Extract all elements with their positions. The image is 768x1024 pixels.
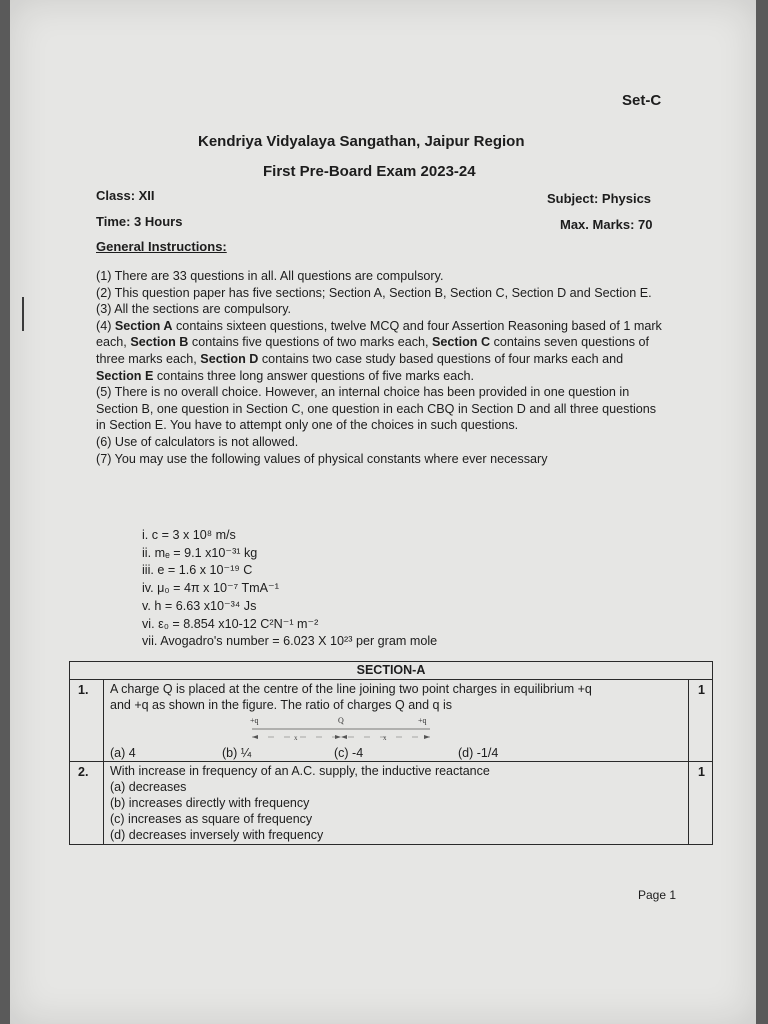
constant-me: ii. mₑ = 9.1 x10⁻³¹ kg	[142, 545, 258, 560]
general-instructions-heading: General Instructions:	[96, 239, 227, 254]
question-marks-1: 1	[698, 683, 705, 697]
option-2a: (a) decreases	[110, 780, 187, 794]
instruction-5: (5) There is no overall choice. However, an internal choice has been provided in one question in Section B, one question in Section C, one question in each CBQ in Section D and all three questions in Section E. You have to attempt only one of the choices in such questions.	[96, 385, 657, 433]
set-label: Set-C	[622, 92, 662, 109]
option-2d: (d) decreases inversely with frequency	[110, 828, 324, 842]
instruction-4: (4) Section A contains sixteen questions, twelve MCQ and four Assertion Reasoning based of 1 mark each, Section B contains five questions of two marks each, Section C contains seven questions of three marks each, Section D contains two case study based questions of four marks each and Section E contains three long answer questions of five marks each.	[96, 318, 662, 383]
instruction-3: (3) All the sections are compulsory.	[96, 302, 292, 317]
exam-title: First Pre-Board Exam 2023-24	[263, 163, 476, 180]
constant-eps0: vi. ε₀ = 8.854 x10-12 C²N⁻¹ m⁻²	[142, 616, 319, 631]
page-number: Page 1	[638, 888, 677, 902]
option-1b: (b) ¼	[222, 746, 252, 760]
row-divider	[70, 761, 712, 762]
figure-label-right-charge: +q	[418, 716, 427, 725]
constant-e: iii. e = 1.6 x 10⁻¹⁹ C	[142, 563, 253, 578]
figure-distance-label: x	[383, 734, 387, 742]
constant-avogadro: vii. Avogadro's number = 6.023 X 10²³ per gram mole	[142, 634, 438, 649]
instruction-1: (1) There are 33 questions in all. All questions are compulsory.	[96, 269, 444, 283]
option-2c: (c) increases as square of frequency	[110, 812, 313, 826]
figure-distance-label: x	[294, 734, 298, 742]
class-label: Class: XII	[96, 188, 155, 203]
instructions-list	[96, 268, 668, 467]
time-label: Time: 3 Hours	[96, 214, 183, 229]
instruction-7: (7) You may use the following values of physical constants where ever necessary	[96, 451, 548, 466]
question-text-2: With increase in frequency of an A.C. supply, the inductive reactance (a) decreases (b) increases directly with frequency (c) increases as square of frequency (d) decreases inversely with frequency	[110, 764, 490, 842]
max-marks-label: Max. Marks: 70	[560, 217, 653, 232]
physical-constants-list	[142, 527, 437, 651]
option-1c: (c) -4	[334, 746, 364, 760]
constant-c: i. c = 3 x 10⁸ m/s	[142, 528, 236, 542]
organization-title: Kendriya Vidyalaya Sangathan, Jaipur Region	[198, 133, 525, 150]
section-a-heading: SECTION-A	[70, 662, 712, 680]
instruction-6: (6) Use of calculators is not allowed.	[96, 434, 299, 449]
constant-mu0: iv. μ₀ = 4π x 10⁻⁷ TmA⁻¹	[142, 581, 279, 596]
charges-figure	[240, 710, 440, 750]
subject-label: Subject: Physics	[547, 191, 652, 206]
question-text-1: A charge Q is placed at the centre of the line joining two point charges in equilibrium +q and +q as shown in the figure. The ratio of charges Q and q is	[110, 682, 592, 712]
question-number-2: 2.	[78, 765, 89, 779]
exam-paper	[10, 0, 756, 1024]
option-2b: (b) increases directly with frequency	[110, 796, 310, 810]
instruction-2: (2) This question paper has five sections; Section A, Section B, Section C, Section D and Section E.	[96, 285, 652, 300]
section-a-table	[69, 661, 713, 845]
figure-label-center-charge: Q	[338, 716, 344, 725]
question-number-1: 1.	[78, 683, 89, 697]
question-marks-2: 1	[698, 765, 705, 779]
margin-pen-mark	[22, 297, 24, 331]
option-1a: (a) 4	[110, 746, 136, 760]
figure-label-left-charge: +q	[250, 716, 259, 725]
option-1d: (d) -1/4	[458, 746, 499, 760]
constant-h: v. h = 6.63 x10⁻³⁴ Js	[142, 598, 257, 613]
